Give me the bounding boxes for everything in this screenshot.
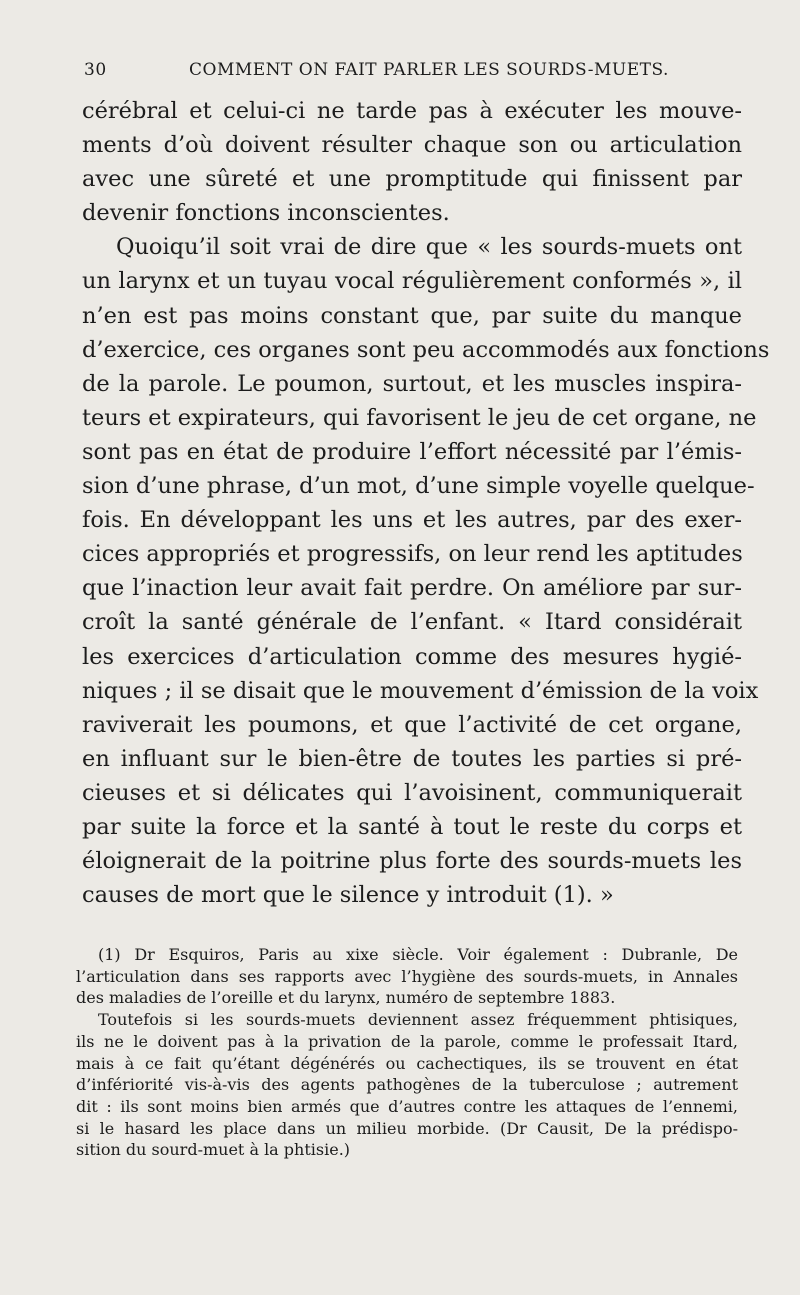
body-line: ments d’où doivent résulter chaque son ou articulation bbox=[82, 132, 742, 159]
footnote bbox=[76, 944, 738, 1161]
page-number: 30 bbox=[84, 60, 107, 80]
body-line: en influant sur le bien-être de toutes les parties si pré- bbox=[82, 745, 742, 772]
body-line: cieuses et si délicates qui l’avoisinent, communiquerait bbox=[82, 779, 742, 806]
body-line: un larynx et un tuyau vocal régulièrement conformés », il bbox=[82, 268, 742, 295]
body-line: causes de mort que le silence y introduit (1). » bbox=[82, 882, 614, 909]
body-line: croît la santé générale de l’enfant. « Itard considérait bbox=[82, 609, 742, 636]
body-line: sont pas en état de produire l’effort nécessité par l’émis- bbox=[82, 438, 742, 465]
body-line: éloignerait de la poitrine plus forte des sourds-muets les bbox=[82, 848, 742, 875]
body-text bbox=[82, 94, 770, 912]
footnote-line: Toutefois si les sourds-muets deviennent assez fréquemment phtisiques, bbox=[98, 1010, 738, 1030]
footnote-line: mais à ce fait qu’étant dégénérés ou cachectiques, ils se trouvent en état bbox=[76, 1053, 738, 1073]
body-line: les exercices d’articulation comme des mesures hygié- bbox=[82, 643, 742, 670]
body-line: avec une sûreté et une promptitude qui finissent par bbox=[82, 166, 742, 193]
body-line: n’en est pas moins constant que, par suite du manque bbox=[82, 302, 742, 329]
footnote-line: sition du sourd-muet à la phtisie.) bbox=[76, 1140, 351, 1160]
footnote-line: ils ne le doivent pas à la privation de la parole, comme le professait Itard, bbox=[76, 1031, 738, 1051]
body-line: cices appropriés et progressifs, on leur rend les aptitudes bbox=[82, 541, 743, 568]
running-title: COMMENT ON FAIT PARLER LES SOURDS-MUETS. bbox=[189, 60, 669, 80]
body-line: par suite la force et la santé à tout le reste du corps et bbox=[82, 813, 742, 840]
body-line: d’exercice, ces organes sont peu accommodés aux fonctions bbox=[82, 336, 770, 363]
body-line: Quoiqu’il soit vrai de dire que « les sourds-muets ont bbox=[116, 234, 742, 261]
footnote-line: d’infériorité vis-à-vis des agents pathogènes de la tuberculose ; autrement bbox=[76, 1075, 738, 1095]
body-line: raviverait les poumons, et que l’activité de cet organe, bbox=[82, 711, 742, 738]
running-head bbox=[84, 60, 744, 84]
body-line: niques ; il se disait que le mouvement d’émission de la voix bbox=[82, 677, 759, 704]
body-line: devenir fonctions inconscientes. bbox=[82, 200, 450, 227]
body-line: teurs et expirateurs, qui favorisent le jeu de cet organe, ne bbox=[82, 404, 757, 431]
footnote-line: l’articulation dans ses rapports avec l’hygiène des sourds-muets, in Annales bbox=[76, 966, 738, 986]
body-line: cérébral et celui-ci ne tarde pas à exécuter les mouve- bbox=[82, 98, 742, 124]
body-line: sion d’une phrase, d’un mot, d’une simple voyelle quelque- bbox=[82, 473, 755, 500]
footnote-line: si le hasard les place dans un milieu morbide. (Dr Causit, De la prédispo- bbox=[76, 1118, 738, 1138]
footnote-line: des maladies de l’oreille et du larynx, numéro de septembre 1883. bbox=[76, 988, 616, 1008]
body-line: fois. En développant les uns et les autres, par des exer- bbox=[82, 507, 742, 534]
footnote-line: dit : ils sont moins bien armés que d’autres contre les attaques de l’ennemi, bbox=[76, 1096, 738, 1116]
body-line: que l’inaction leur avait fait perdre. On améliore par sur- bbox=[82, 575, 742, 602]
body-line: de la parole. Le poumon, surtout, et les muscles inspira- bbox=[82, 370, 742, 397]
footnote-line: (1) Dr Esquiros, Paris au xixe siècle. Voir également : Dubranle, De bbox=[98, 945, 738, 964]
